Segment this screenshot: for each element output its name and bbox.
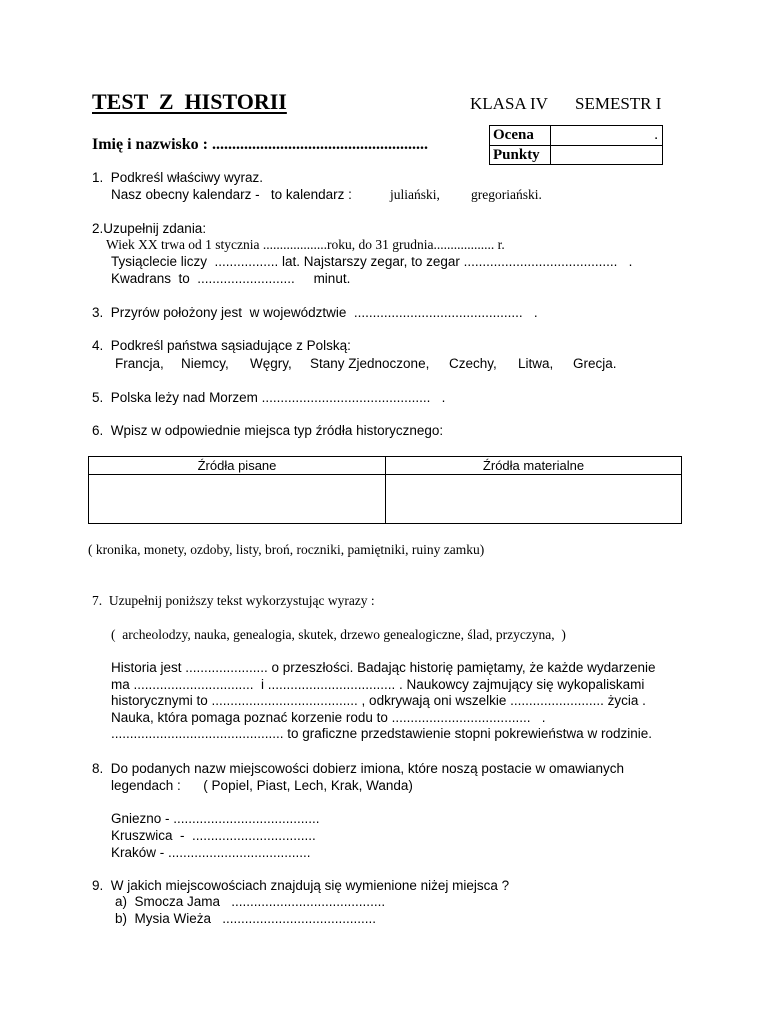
q6-instruction: 6. Wpisz w odpowiednie miejsca typ źródła historycznego: [92, 423, 444, 438]
q7-instruction: 7. Uzupełnij poniższy tekst wykorzystując wyrazy : [92, 593, 375, 608]
q4-country[interactable]: Grecja. [573, 356, 617, 371]
grade-label: Ocena [490, 126, 551, 145]
q1-instruction: 1. Podkreśl właściwy wyraz. [92, 170, 264, 185]
q4-country[interactable]: Francja, [115, 356, 164, 371]
q7-paragraph-line[interactable]: Nauka, która pomaga poznać korzenie rodu to ..................................... . [111, 710, 546, 725]
q4-country[interactable]: Stany Zjednoczone, [310, 356, 430, 371]
name-field[interactable]: Imię i nazwisko : ...................................................... [92, 136, 428, 153]
points-label: Punkty [490, 146, 551, 165]
q1-option-julian[interactable]: juliański, [390, 187, 440, 202]
q6-word-list: ( kronika, monety, ozdoby, listy, broń, roczniki, pamiętniki, ruiny zamku) [88, 542, 485, 557]
score-table [489, 125, 663, 165]
q9-instruction: 9. W jakich miejscowościach znajdują się wymienione niżej miejsca ? [92, 878, 510, 893]
q3-line[interactable]: 3. Przyrów położony jest w województwie ............................................. . [92, 305, 538, 320]
q8-names: legendach : ( Popiel, Piast, Lech, Krak, Wanda) [111, 778, 413, 793]
q9-answer-b[interactable]: b) Mysia Wieża ......................................... [115, 911, 377, 926]
q9-answer-a[interactable]: a) Smocza Jama ......................................... [115, 894, 386, 909]
q1-option-gregorian[interactable]: gregoriański. [471, 187, 542, 202]
q1-sentence: Nasz obecny kalendarz - to kalendarz : [111, 187, 352, 202]
points-row [490, 146, 662, 165]
q4-country[interactable]: Węgry, [250, 356, 292, 371]
q7-paragraph-line[interactable]: .............................................. to graficzne przedstawienie stopni pokrewieństwa w rodzinie. [111, 726, 652, 741]
q4-country[interactable]: Czechy, [449, 356, 497, 371]
q8-answer-kruszwica[interactable]: Kruszwica - ................................. [111, 828, 316, 843]
q2-line-millennium[interactable]: Tysiąclecie liczy ................. lat. Najstarszy zegar, to zegar ......................................... . [111, 254, 633, 269]
grade-value[interactable]: . [654, 127, 658, 143]
semester-label: SEMESTR I [575, 94, 662, 113]
q8-answer-gniezno[interactable]: Gniezno - ....................................... [111, 811, 320, 826]
q5-line[interactable]: 5. Polska leży nad Morzem ............................................. . [92, 390, 446, 405]
q4-country[interactable]: Niemcy, [181, 356, 229, 371]
q4-country[interactable]: Litwa, [518, 356, 554, 371]
q8-answer-krakow[interactable]: Kraków - ...................................... [111, 845, 311, 860]
q7-paragraph-line[interactable]: Historia jest ...................... o przeszłości. Badając historię pamiętamy, że każde wydarzenie [111, 660, 656, 675]
q4-instruction: 4. Podkreśl państwa sąsiadujące z Polską: [92, 338, 351, 353]
class-label: KLASA IV [470, 94, 548, 113]
q7-paragraph-line[interactable]: ma ................................ i .................................. . Naukowcy zajmujący się wykopaliskami [111, 677, 645, 692]
grade-row [490, 126, 662, 146]
q7-paragraph-line[interactable]: historycznymi to ....................................... , odkrywają oni wszelkie ......................... życia . [111, 693, 646, 708]
q2-line-quarter[interactable]: Kwadrans to .......................... minut. [111, 271, 351, 286]
q7-word-list: ( archeolodzy, nauka, genealogia, skutek, drzewo genealogiczne, ślad, przyczyna, ) [111, 627, 566, 642]
table-divider [385, 474, 386, 523]
material-sources-header: Źródła materialne [386, 457, 681, 475]
written-sources-header: Źródła pisane [89, 457, 386, 475]
sources-table [88, 456, 682, 524]
points-value[interactable] [552, 146, 662, 165]
q8-instruction: 8. Do podanych nazw miejscowości dobierz imiona, które noszą postacie w omawianych [92, 761, 625, 776]
test-title: TEST Z HISTORII [92, 89, 287, 114]
q2-instruction: 2.Uzupełnij zdania: [92, 221, 207, 236]
q2-line-century[interactable]: Wiek XX trwa od 1 stycznia ...................roku, do 31 grudnia.................. r. [106, 237, 505, 252]
